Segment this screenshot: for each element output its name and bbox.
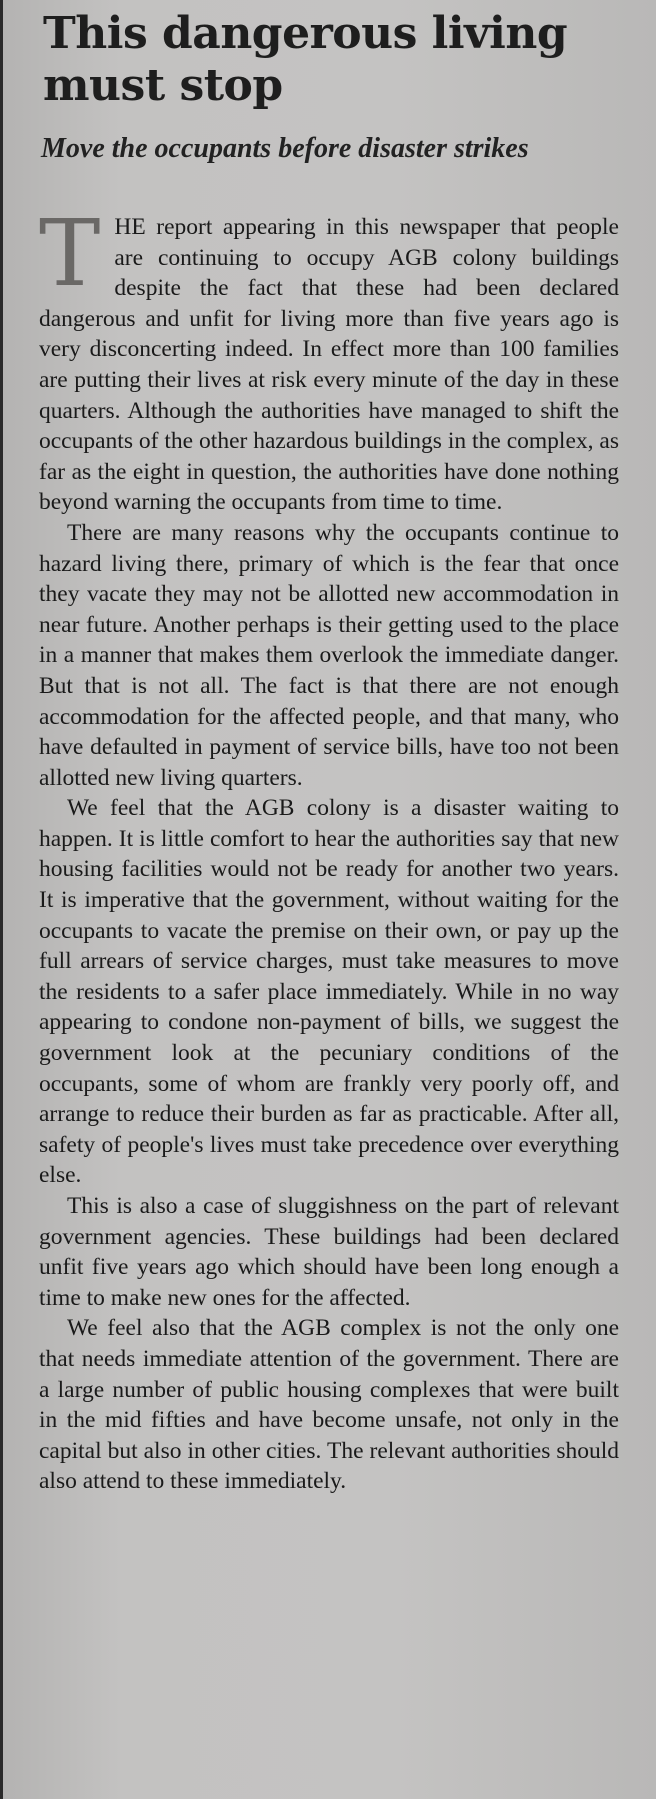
- paragraph-1: [39, 200, 619, 518]
- paragraph-2: There are many reasons why the occupants continue to hazard living there, primary of which is the fear that once they vacate they may not be allotted new accommodation in near future. Another perhaps is their getting used to the place in a manner that makes them overlook the immediate danger. But that is not all. The fact is that there are not enough accommodation for the affected people, and that many, who have defaulted in payment of service bills, have too not been allotted new living quarters.: [39, 519, 619, 791]
- article-body: [39, 200, 619, 1497]
- paragraph-1-text: HE report appearing in this newspaper that people are continuing to occupy AGB colony buildings despite the fact that these had been declared dangerous and unfit for living more than five years ago is very disconcerting indeed. In effect more than 100 families are putting their lives at risk every minute of the day in these quarters. Although the authorities have managed to shift the occupants of the other hazardous buildings in the complex, as far as the eight in question, the authorities have done nothing beyond warning the occupants from time to time.: [39, 214, 619, 516]
- paragraph-5: We feel also that the AGB complex is not the only one that needs immediate attention of the government. There are a large number of public housing complexes that were built in the mid fifties and have become unsafe, not only in the capital but also in other cities. The relevant authorities should also attend to these immediately.: [39, 1315, 619, 1495]
- subheadline: Move the occupants before disaster strikes: [41, 133, 529, 164]
- paragraph-4: This is also a case of sluggishness on the part of relevant government agencies. These buildings had been declared unfit five years ago which should have been long enough a time to make new ones for the affected.: [39, 1193, 619, 1311]
- headline: This dangerous living must stop: [43, 8, 568, 111]
- drop-cap: T: [39, 200, 101, 307]
- paragraph-3: We feel that the AGB colony is a disaster waiting to happen. It is little comfort to hear the authorities say that new housing facilities would not be ready for another two years. It is imperative that the government, without waiting for the occupants to vacate the premise on their own, or pay up the full arrears of service charges, must take measures to move the residents to a safer place immediately. While in no way appearing to condone non-payment of bills, we suggest the government look at the pecuniary conditions of the occupants, some of whom are frankly very poorly off, and arrange to reduce their burden as far as practicable. After all, safety of people's lives must take precedence over everything else.: [39, 795, 619, 1189]
